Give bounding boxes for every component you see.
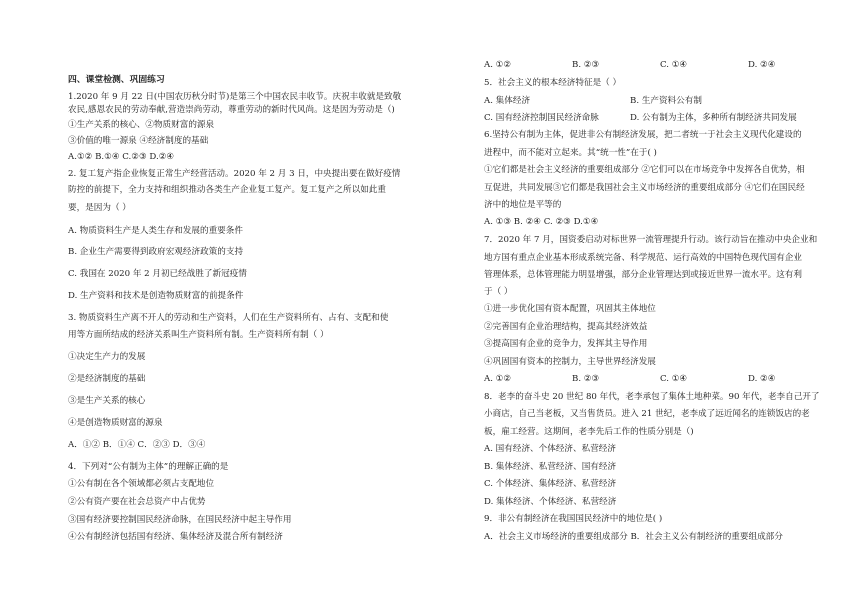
- q8-option: D. 集体经济、个体经济、私营经济: [484, 497, 617, 507]
- q2-line: 防控的前提下，全力支持和组织推动各类生产企业复工复产。复工复产之所以如此重: [68, 185, 386, 195]
- q7-line: 地方国有重点企业基本形成系统完备、科学规范、运行高效的中国特色现代国有企业: [484, 253, 802, 263]
- q1-line: ③价值的唯一源泉 ④经济制度的基础: [68, 136, 209, 146]
- q1-options: A.①② B.①④ C.②③ D.②④: [68, 152, 175, 162]
- option-a: A. ①②: [484, 374, 512, 384]
- q6-line: 进程中，而不能对立起来。其“统一性”在于( ): [484, 148, 657, 158]
- q4-item: ②公有资产要在社会总资产中占优势: [68, 497, 206, 507]
- q6-line: 互促进，共同发展③它们都是我国社会主义市场经济的重要组成部分 ④它们在国民经: [484, 183, 805, 193]
- q4-item: ①公有制在各个领域都必须占支配地位: [68, 479, 215, 489]
- q5-stem: 5．社会主义的根本经济特征是（ ）: [484, 78, 622, 88]
- option-c: C. ①④: [660, 374, 688, 384]
- option-b: B. ②③: [572, 60, 600, 70]
- q2-option: B. 企业生产需要得到政府宏观经济政策的支持: [68, 247, 244, 257]
- q3-line: 3. 物质资料生产离不开人的劳动和生产资料，人们在生产资料所有、占有、支配和使: [68, 313, 389, 323]
- q3-item: ②是经济制度的基础: [68, 374, 146, 384]
- q9-stem: 9．非公有制经济在我国国民经济中的地位是( ): [484, 514, 663, 524]
- q6-line: 济中的地位是平等的: [484, 200, 562, 210]
- q4-line: 4．下列对“公有制为主体”的理解正确的是: [68, 462, 229, 472]
- option-a: A. 集体经济: [484, 96, 531, 106]
- option-c: C. 国有经济控制国民经济命脉: [484, 113, 599, 123]
- q3-item: ④是创造物质财富的源泉: [68, 418, 163, 428]
- q2-option: C. 我国在 2020 年 2 月初已经战胜了新冠疫情: [68, 269, 247, 279]
- q7-line: 7．2020 年 7 月，国资委启动对标世界一流管理提升行动。该行动旨在推动中央企业和: [484, 235, 818, 245]
- section-heading: 四、课堂检测、巩固练习: [68, 75, 165, 85]
- q2-line: 2. 复工复产指企业恢复正常生产经营活动。2020 年 2 月 3 日，中央提出要在做好疫情: [68, 169, 401, 179]
- q1-line: 1.2020 年 9 月 22 日(中国农历秋分时节)是第三个中国农民丰收节。庆祝丰收就是致敬: [68, 92, 402, 102]
- option-d: D. ②④: [748, 374, 776, 384]
- option-b: B. ②③: [572, 374, 600, 384]
- q7-item: ③提高国有企业的竞争力，发挥其主导作用: [484, 339, 648, 349]
- q9-options: A．社会主义市场经济的重要组成部分 B．社会主义公有制经济的重要组成部分: [484, 532, 783, 542]
- q1-line: 农民,感恩农民的劳动奉献,营造崇尚劳动，尊重劳动的新时代风尚。这是因为劳动是（): [68, 105, 395, 115]
- option-d: D. 公有制为主体，多种所有制经济共同发展: [630, 113, 797, 123]
- q8-line: 板，雇工经营。这期间，老李先后工作的性质分别是（): [484, 427, 694, 437]
- q7-item: ①进一步优化国有资本配置，巩固其主体地位: [484, 304, 656, 314]
- q2-option: D. 生产资料和技术是创造物质财富的前提条件: [68, 291, 244, 301]
- option-a: A. ①②: [484, 60, 512, 70]
- q4-item: ③国有经济要控制国民经济命脉，在国民经济中起主导作用: [68, 515, 292, 525]
- q8-option: C. 个体经济、集体经济、私营经济: [484, 479, 617, 489]
- option-c: C. ①④: [660, 60, 688, 70]
- option-d: D. ②④: [748, 60, 776, 70]
- option-b: B. 生产资料公有制: [630, 96, 702, 106]
- q2-option: A. 物质资料生产是人类生存和发展的重要条件: [68, 226, 243, 236]
- q7-line: 管理体系，总体管理能力明显增强，部分企业管理达到或接近世界一流水平。这有利: [484, 270, 802, 280]
- q3-options: A．①② B．①④ C．②③ D．③④: [68, 440, 206, 450]
- q1-line: ①生产关系的核心、②物质财富的源泉: [68, 120, 215, 130]
- q8-option: A. 国有经济、个体经济、私营经济: [484, 444, 616, 454]
- q8-line: 小商店，自己当老板，又当售货员。进入 21 世纪，老李成了远近闻名的连锁饭店的老: [484, 409, 810, 419]
- q7-item: ④巩固国有资本的控制力，主导世界经济发展: [484, 357, 656, 367]
- q8-option: B. 集体经济、私营经济、国有经济: [484, 462, 617, 472]
- q7-item: ②完善国有企业治理结构，提高其经济效益: [484, 322, 648, 332]
- q6-line: 6.坚持公有制为主体，促进非公有制经济发展，把二者统一于社会主义现代化建设的: [484, 130, 802, 140]
- q8-line: 8．老李的奋斗史 20 世纪 80 年代，老李承包了集体土地种菜。90 年代，老李自己开了: [484, 392, 820, 402]
- q4-item: ④公有制经济包括国有经济、集体经济及混合所有制经济: [68, 532, 283, 542]
- q2-line: 要，是因为（ ）: [68, 203, 131, 213]
- q6-line: ①它们都是社会主义经济的重要组成部分 ②它们可以在市场竞争中发挥各自优势，相: [484, 165, 805, 175]
- q3-line: 用等方面所结成的经济关系叫生产资料所有制。生产资料所有制（ ）: [68, 330, 329, 340]
- q6-options: A. ①③ B. ②④ C. ②③ D.①④: [484, 217, 599, 227]
- q3-item: ③是生产关系的核心: [68, 396, 146, 406]
- q7-line: 于（ ）: [484, 287, 513, 297]
- q3-item: ①决定生产力的发展: [68, 352, 146, 362]
